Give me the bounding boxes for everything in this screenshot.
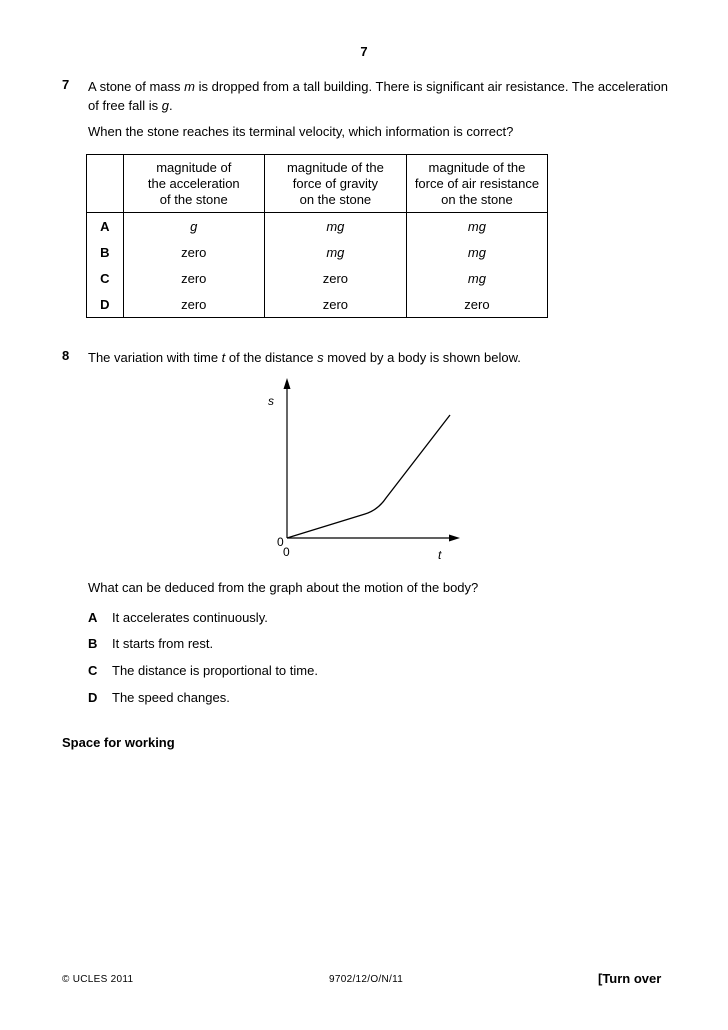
option-letter: B <box>88 636 98 651</box>
cell-air-resistance: mg <box>406 265 547 291</box>
question-7-stem <box>88 77 668 115</box>
header-blank-cell <box>87 155 124 213</box>
cell-gravity: zero <box>264 291 406 318</box>
y-axis-arrow-icon <box>284 378 291 389</box>
q7-text-3: . <box>168 98 173 113</box>
question-8-prompt: What can be deduced from the graph about the motion of the body? <box>88 580 479 595</box>
option-text: It starts from rest. <box>112 636 214 651</box>
y-axis-label: s <box>268 394 274 408</box>
x-axis-arrow-icon <box>449 535 460 542</box>
cell-acceleration: zero <box>123 239 264 265</box>
question-7-prompt: When the stone reaches its terminal velocity, which information is correct? <box>88 124 514 139</box>
table-row <box>87 265 548 291</box>
space-for-working-heading: Space for working <box>62 735 175 750</box>
q7-var-g: g <box>161 98 169 113</box>
header-line: of the stone <box>159 191 228 207</box>
header-air-resistance <box>406 155 547 213</box>
origin-x-label: 0 <box>283 545 290 559</box>
table-row <box>87 213 548 240</box>
cell-air-resistance: zero <box>406 291 547 318</box>
table-row <box>87 239 548 265</box>
q7-text-2: is dropped from a tall building. There is significant air resistance. The acceleration of free fall is <box>88 79 668 113</box>
footer-copyright: © UCLES 2011 <box>62 974 134 985</box>
q8-text-3: moved by a body is shown below. <box>323 350 521 365</box>
header-line: magnitude of <box>156 159 232 175</box>
q8-var-t: t <box>221 350 226 365</box>
x-axis-label: t <box>438 548 442 562</box>
graph-curve <box>287 415 450 538</box>
header-line: magnitude of the <box>286 159 384 175</box>
page-number: 7 <box>360 44 368 59</box>
cell-air-resistance: mg <box>406 213 547 240</box>
q8-text-1: The variation with time <box>88 350 222 365</box>
q8-text-2: of the distance <box>225 350 318 365</box>
cell-gravity: zero <box>264 265 406 291</box>
table-row <box>87 291 548 318</box>
header-line: magnitude of the <box>428 159 526 175</box>
question-7-number: 7 <box>62 77 70 92</box>
header-line: on the stone <box>299 191 372 207</box>
q7-text-1: A stone of mass <box>88 79 185 94</box>
header-line: force of air resistance <box>414 175 540 191</box>
q7-var-m: m <box>184 79 195 94</box>
turn-over-label: [Turn over <box>598 971 662 986</box>
distance-time-graph <box>240 372 480 572</box>
option-text: It accelerates continuously. <box>112 610 268 625</box>
origin-y-label: 0 <box>277 535 284 549</box>
q7-options-table <box>86 154 548 318</box>
cell-gravity: mg <box>264 239 406 265</box>
row-letter: D <box>87 291 124 318</box>
question-8-stem <box>88 348 521 367</box>
header-acceleration <box>123 155 264 213</box>
footer-paper-code: 9702/12/O/N/11 <box>329 974 404 985</box>
header-line: on the stone <box>441 191 513 207</box>
q8-var-s: s <box>317 350 324 365</box>
option-letter: D <box>88 690 98 705</box>
question-8-number: 8 <box>62 348 70 363</box>
cell-air-resistance: mg <box>406 239 547 265</box>
cell-gravity: mg <box>264 213 406 240</box>
option-text: The speed changes. <box>112 690 230 705</box>
option-letter: A <box>88 610 98 625</box>
cell-acceleration: zero <box>123 265 264 291</box>
header-line: the acceleration <box>147 175 240 191</box>
row-letter: B <box>87 239 124 265</box>
cell-acceleration: g <box>123 213 264 240</box>
row-letter: A <box>87 213 124 240</box>
cell-acceleration: zero <box>123 291 264 318</box>
option-text: The distance is proportional to time. <box>112 663 318 678</box>
row-letter: C <box>87 265 124 291</box>
header-line: force of gravity <box>292 175 379 191</box>
table-header-row <box>87 155 548 213</box>
header-gravity <box>264 155 406 213</box>
option-letter: C <box>88 663 98 678</box>
